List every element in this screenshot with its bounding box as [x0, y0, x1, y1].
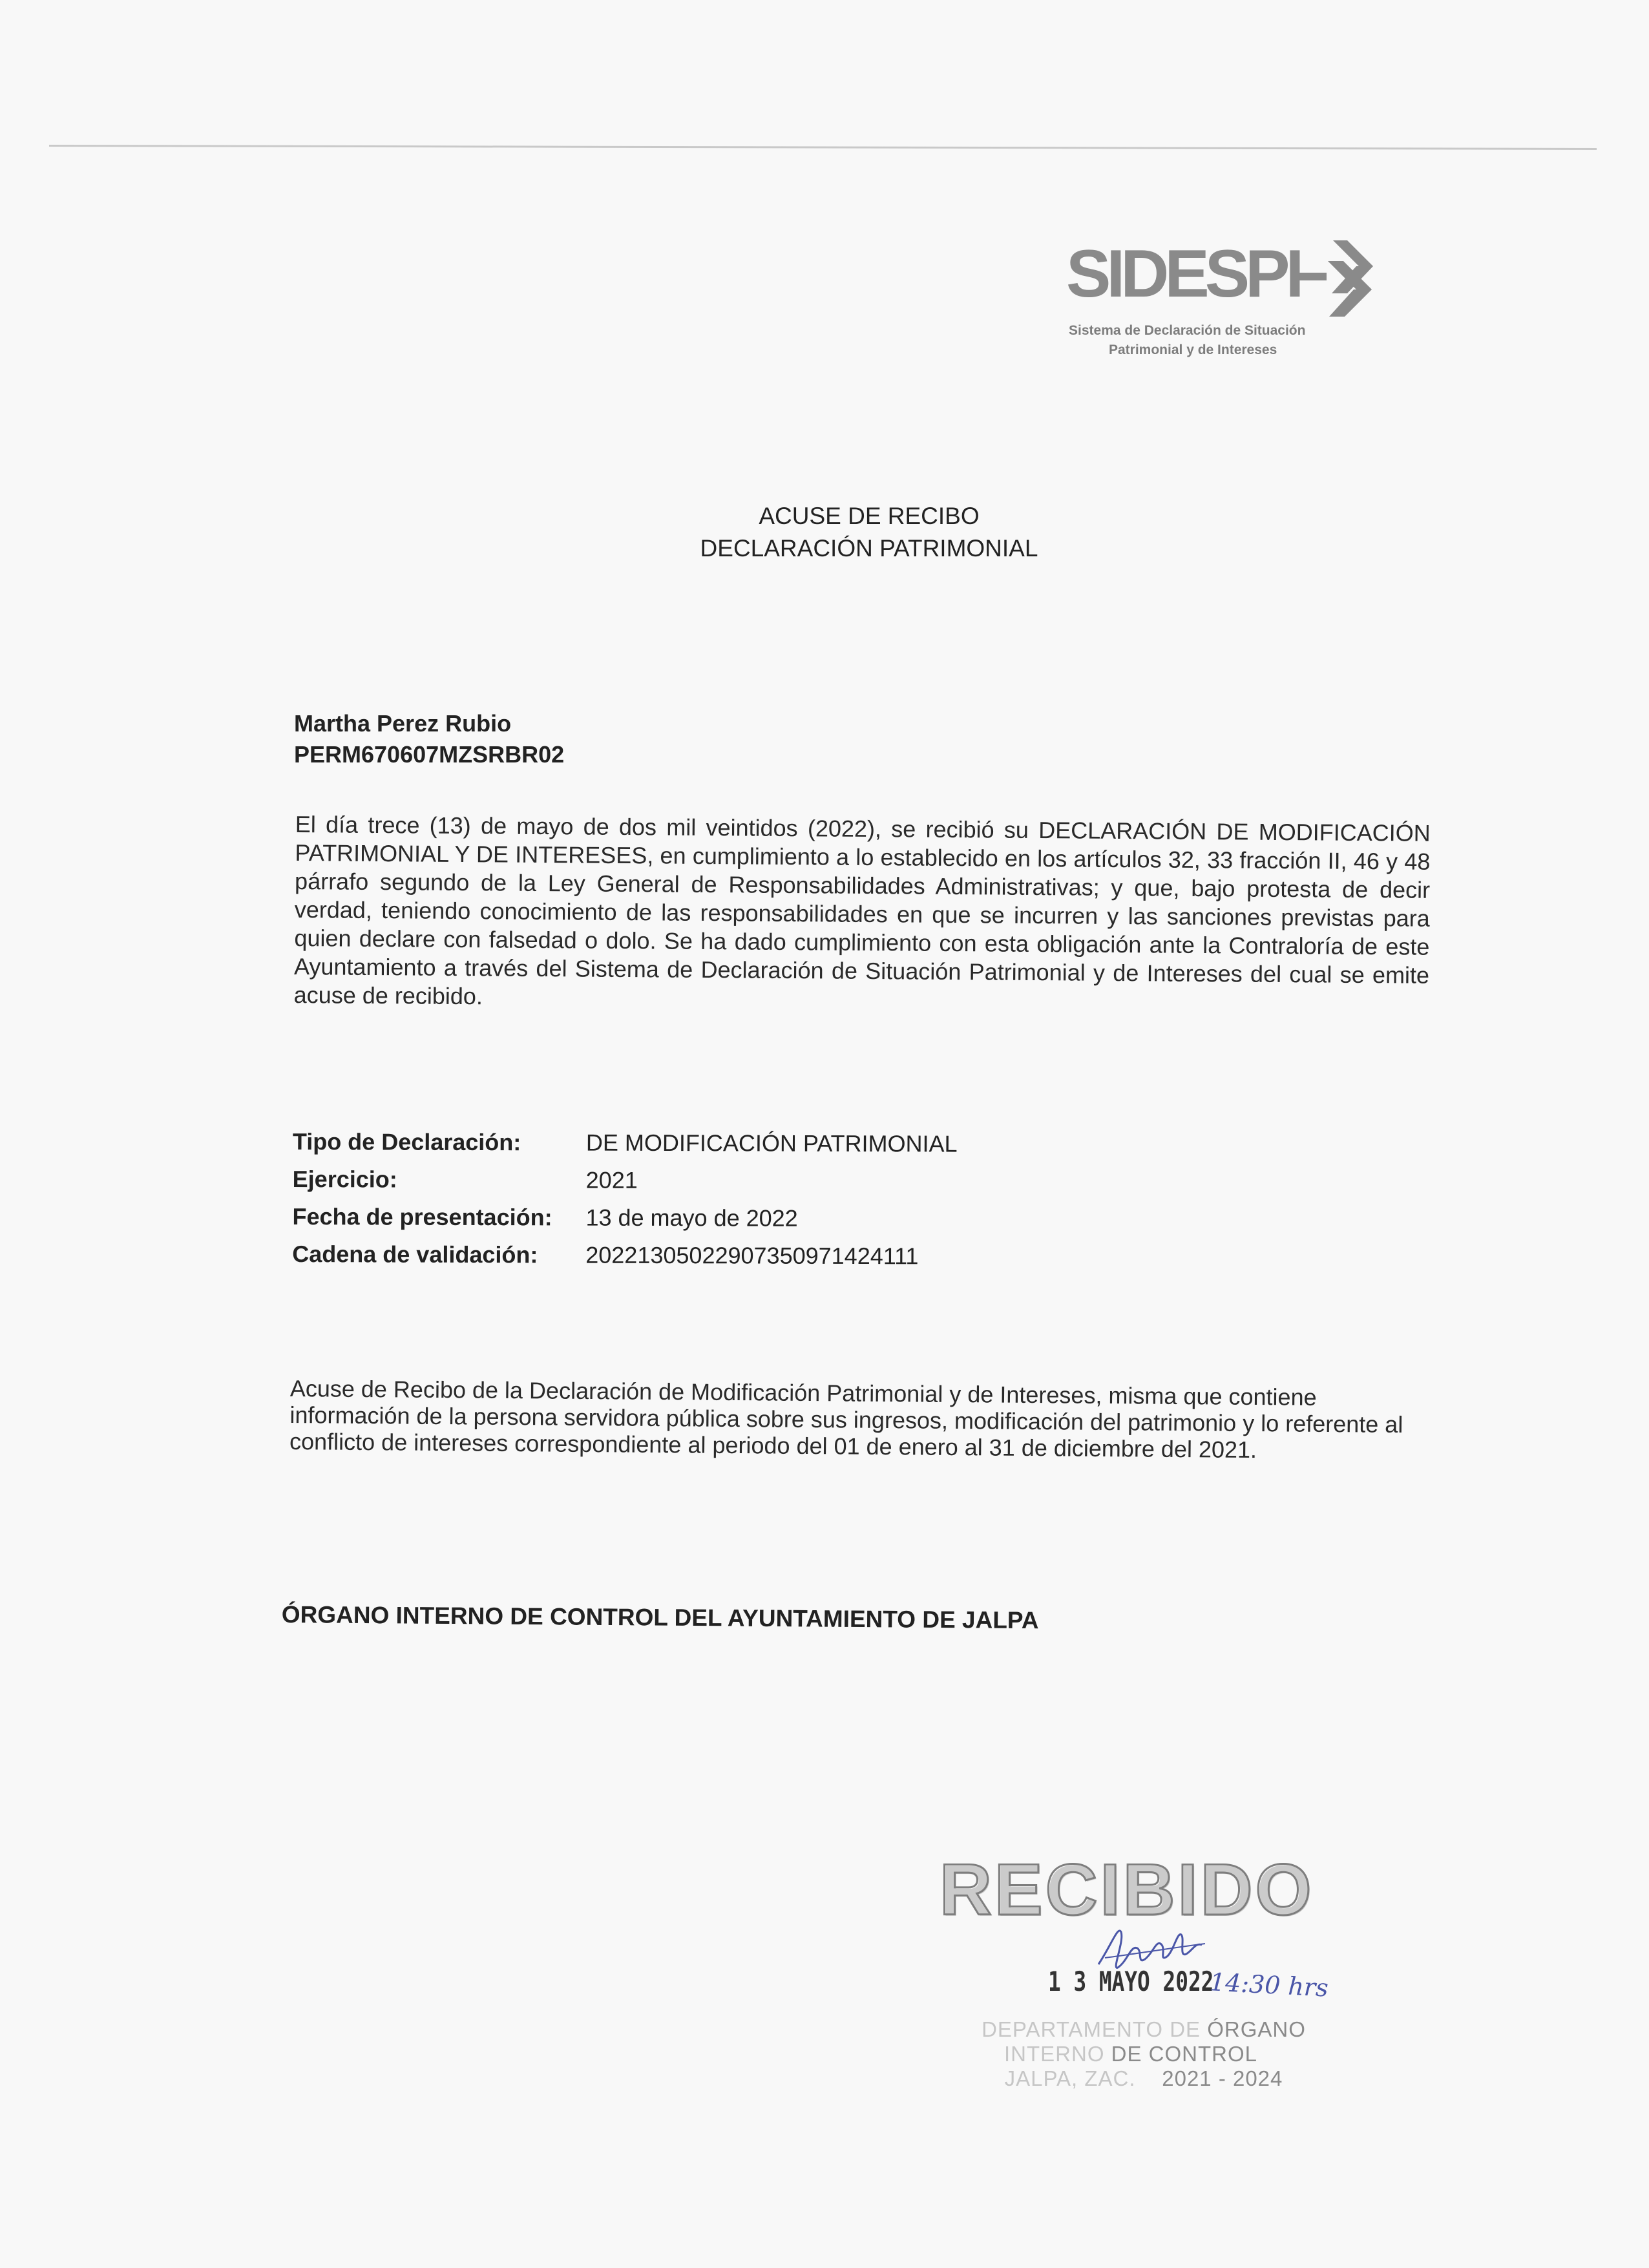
- field-value: DE MODIFICACIÓN PATRIMONIAL: [585, 1129, 958, 1157]
- sidespi-logo: [1066, 236, 1383, 370]
- stamp-time-handwritten: 14:30 hrs: [1208, 1968, 1329, 2002]
- scan-edge-line: [49, 145, 1597, 150]
- stamp-date: 1 3 MAYO 2022: [1048, 1966, 1214, 1997]
- recipient-id: PERM670607MZSRBR02: [294, 741, 565, 768]
- received-stamp: [930, 1848, 1383, 2106]
- field-row-exercise: [293, 1160, 958, 1201]
- field-label: Cadena de validación:: [292, 1240, 538, 1268]
- logo-arrow-icon: [1296, 235, 1386, 319]
- field-label: Fecha de presentación:: [292, 1202, 552, 1231]
- field-label: Ejercicio:: [292, 1165, 397, 1193]
- recipient-block: [294, 708, 564, 770]
- field-value: 2021: [585, 1166, 638, 1193]
- field-row-validation: [292, 1235, 957, 1276]
- stamp-word: RECIBIDO: [940, 1849, 1314, 1930]
- summary-paragraph: Acuse de Recibo de la Declaración de Modificación Patrimonial y de Intereses, misma que contiene información de la persona servidora pública sobre sus ingresos, modificación del patrimonio y lo referente al conflicto de intereses correspondiente al periodo del 01 de enero al 31 de diciembre del 2021.: [289, 1375, 1403, 1464]
- title-line2: DECLARACIÓN PATRIMONIAL: [700, 535, 1038, 562]
- stamp-dept-line3: JALPA, ZAC. 2021 - 2024: [1004, 2066, 1283, 2090]
- recipient-name: Martha Perez Rubio: [294, 710, 512, 737]
- field-row-type: [293, 1123, 958, 1163]
- field-row-date: [292, 1198, 957, 1238]
- organ-signature-line: ÓRGANO INTERNO DE CONTROL DEL AYUNTAMIENTO DE JALPA: [281, 1601, 1039, 1634]
- logo-subtitle-line1: Sistema de Declaración de Situación: [1069, 323, 1306, 338]
- field-value: 20221305022907350971424111: [585, 1241, 919, 1270]
- title-line1: ACUSE DE RECIBO: [759, 503, 980, 529]
- document-title: [685, 500, 1053, 565]
- declaration-fields: [292, 1123, 958, 1276]
- stamp-dept-line1: DEPARTAMENTO DE ÓRGANO: [982, 2017, 1306, 2041]
- body-paragraph: El día trece (13) de mayo de dos mil veintidos (2022), se recibió su DECLARACIÓN DE MODIFICACIÓN PATRIMONIAL Y DE INTERESES, en cumplimiento a lo establecido en los artículos 32, 33 fracción II, 46 y 48 párrafo segundo de la Ley General de Responsabilidades Administrativas; y que, bajo protesta de decir verdad, teniendo conocimiento de las responsabilidades en que se incurren y las sanciones previstas para quien declare con falsedad o dolo. Se ha dado cumplimiento con esta obligación ante la Contraloría de este Ayuntamiento a través del Sistema de Declaración de Situación Patrimonial y de Intereses del cual se emite acuse de recibido.: [293, 811, 1431, 1010]
- logo-subtitle-line2: Patrimonial y de Intereses: [1109, 342, 1277, 357]
- stamp-dept-line2: INTERNO DE CONTROL: [1003, 2042, 1258, 2066]
- field-value: 13 de mayo de 2022: [585, 1204, 798, 1232]
- stamp-department: [937, 2017, 1325, 2091]
- logo-wordmark: SIDESPI: [1066, 236, 1300, 311]
- field-label: Tipo de Declaración:: [292, 1128, 521, 1156]
